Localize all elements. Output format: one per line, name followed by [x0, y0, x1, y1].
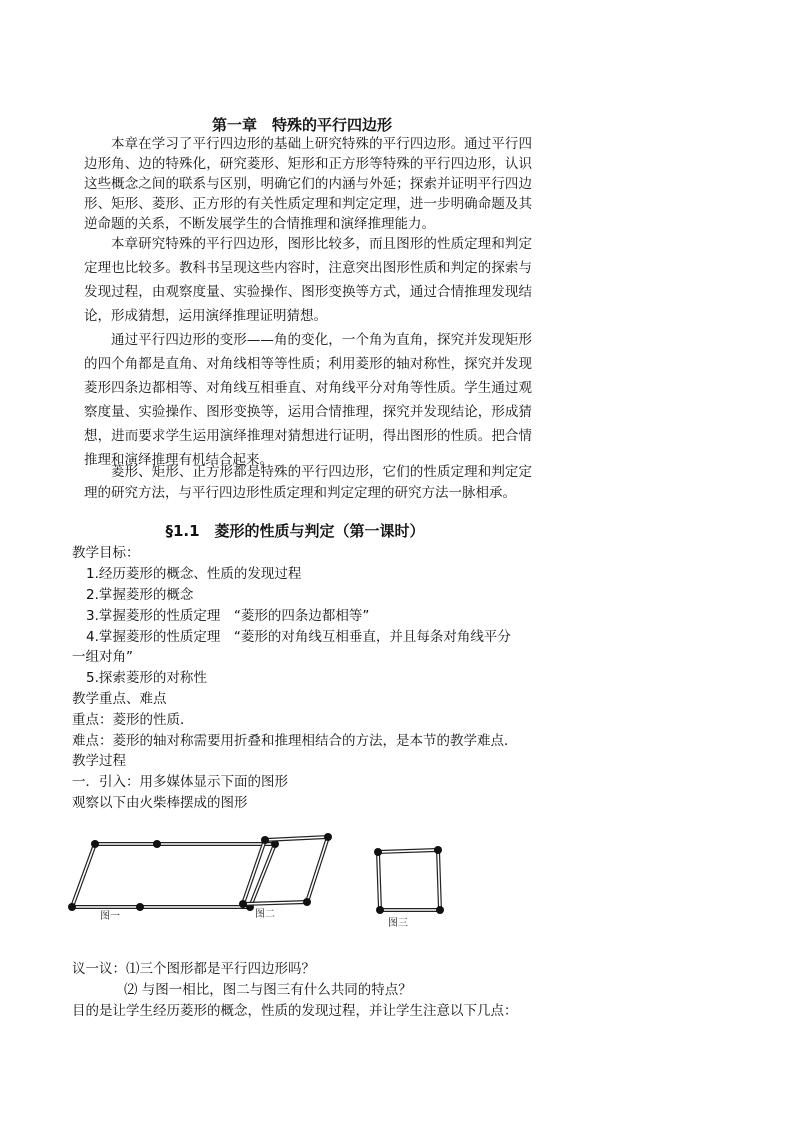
objective-item: 5.探索菱形的对称性 — [86, 670, 207, 686]
intro-paragraph-3: 通过平行四边形的变形——角的变化，一个角为直角，探究并发现矩形的四个角都是直角、对角线相等等性质；利用菱形的轴对称性，探究并发现菱形四条边都相等、对角线互相垂直、对角线平分对角等性质。学生通过观察度量、实验操作、图形变换等，运用合情推理，探究并发现结论，形成猜想，进而要求学生运用演绎推理对猜想进行证明，得出图形的性质。把合情推理和演绎推理有机结合起来。 — [84, 332, 532, 468]
purpose-text: 目的是让学生经历菱形的概念，性质的发现过程，并让学生注意以下几点： — [72, 1003, 518, 1019]
difficult-point: 难点：菱形的轴对称需要用折叠和推理相结合的方法，是本节的教学难点． — [72, 733, 518, 749]
intro-paragraph-2: 本章研究特殊的平行四边形，图形比较多，而且图形的性质定理和判定定理也比较多。教科书呈现这些内容时，注意突出图形性质和判定的探索与发现过程，由观察度量、实验操作、图形变换等方式，通过合情推理发现结论，形成猜想，运用演绎推理证明猜想。 — [84, 236, 532, 324]
matchstick-figures — [60, 822, 460, 937]
discussion-question-2: ⑵ 与图一相比，图二与图三有什么共同的特点？ — [124, 982, 412, 998]
observe-text: 观察以下由火柴棒摆成的图形 — [72, 795, 248, 811]
intro-step: 一．引入：用多媒体显示下面的图形 — [72, 774, 288, 790]
figure-1-label: 图一 — [100, 911, 120, 922]
figure-3-label: 图三 — [388, 918, 408, 929]
section-title: §1.1 菱形的性质与判定（第一课时） — [165, 522, 425, 540]
figure-3-square — [374, 846, 444, 929]
objective-item: 2.掌握菱形的概念 — [86, 587, 194, 603]
figure-2-label: 图二 — [255, 909, 275, 920]
intro-paragraph-1: 本章在学习了平行四边形的基础上研究特殊的平行四边形。通过平行四边形角、边的特殊化，研究菱形、矩形和正方形等特殊的平行四边形，认识这些概念之间的联系与区别，明确它们的内涵与外延；探索并证明平行四边形、矩形、菱形、正方形的有关性质定理和判定定理，进一步明确命题及其逆命题的关系，不断发展学生的合情推理和演绎推理能力。 — [84, 136, 532, 232]
figure-1-parallelogram — [68, 840, 279, 922]
objective-item: 4.掌握菱形的性质定理 “菱形的对角线互相垂直，并且每条对角线平分 — [86, 629, 511, 645]
objective-item: 3.掌握菱形的性质定理 “菱形的四条边都相等” — [86, 608, 370, 624]
process-heading: 教学过程 — [72, 753, 126, 769]
key-heading: 教学重点、难点 — [72, 691, 167, 707]
objective-item: 1.经历菱形的概念、性质的发现过程 — [86, 566, 302, 582]
objectives-heading: 教学目标： — [72, 545, 140, 561]
intro-paragraph-4: 菱形、矩形、正方形都是特殊的平行四边形，它们的性质定理和判定定理的研究方法，与平行四边形性质定理和判定定理的研究方法一脉相承。 — [84, 464, 532, 501]
discussion-question-1: 议一议：⑴三个图形都是平行四边形吗？ — [72, 961, 315, 977]
key-point: 重点：菱形的性质． — [72, 712, 194, 728]
chapter-title: 第一章 特殊的平行四边形 — [211, 116, 392, 134]
objective-item-continued: 一组对角” — [72, 649, 133, 665]
